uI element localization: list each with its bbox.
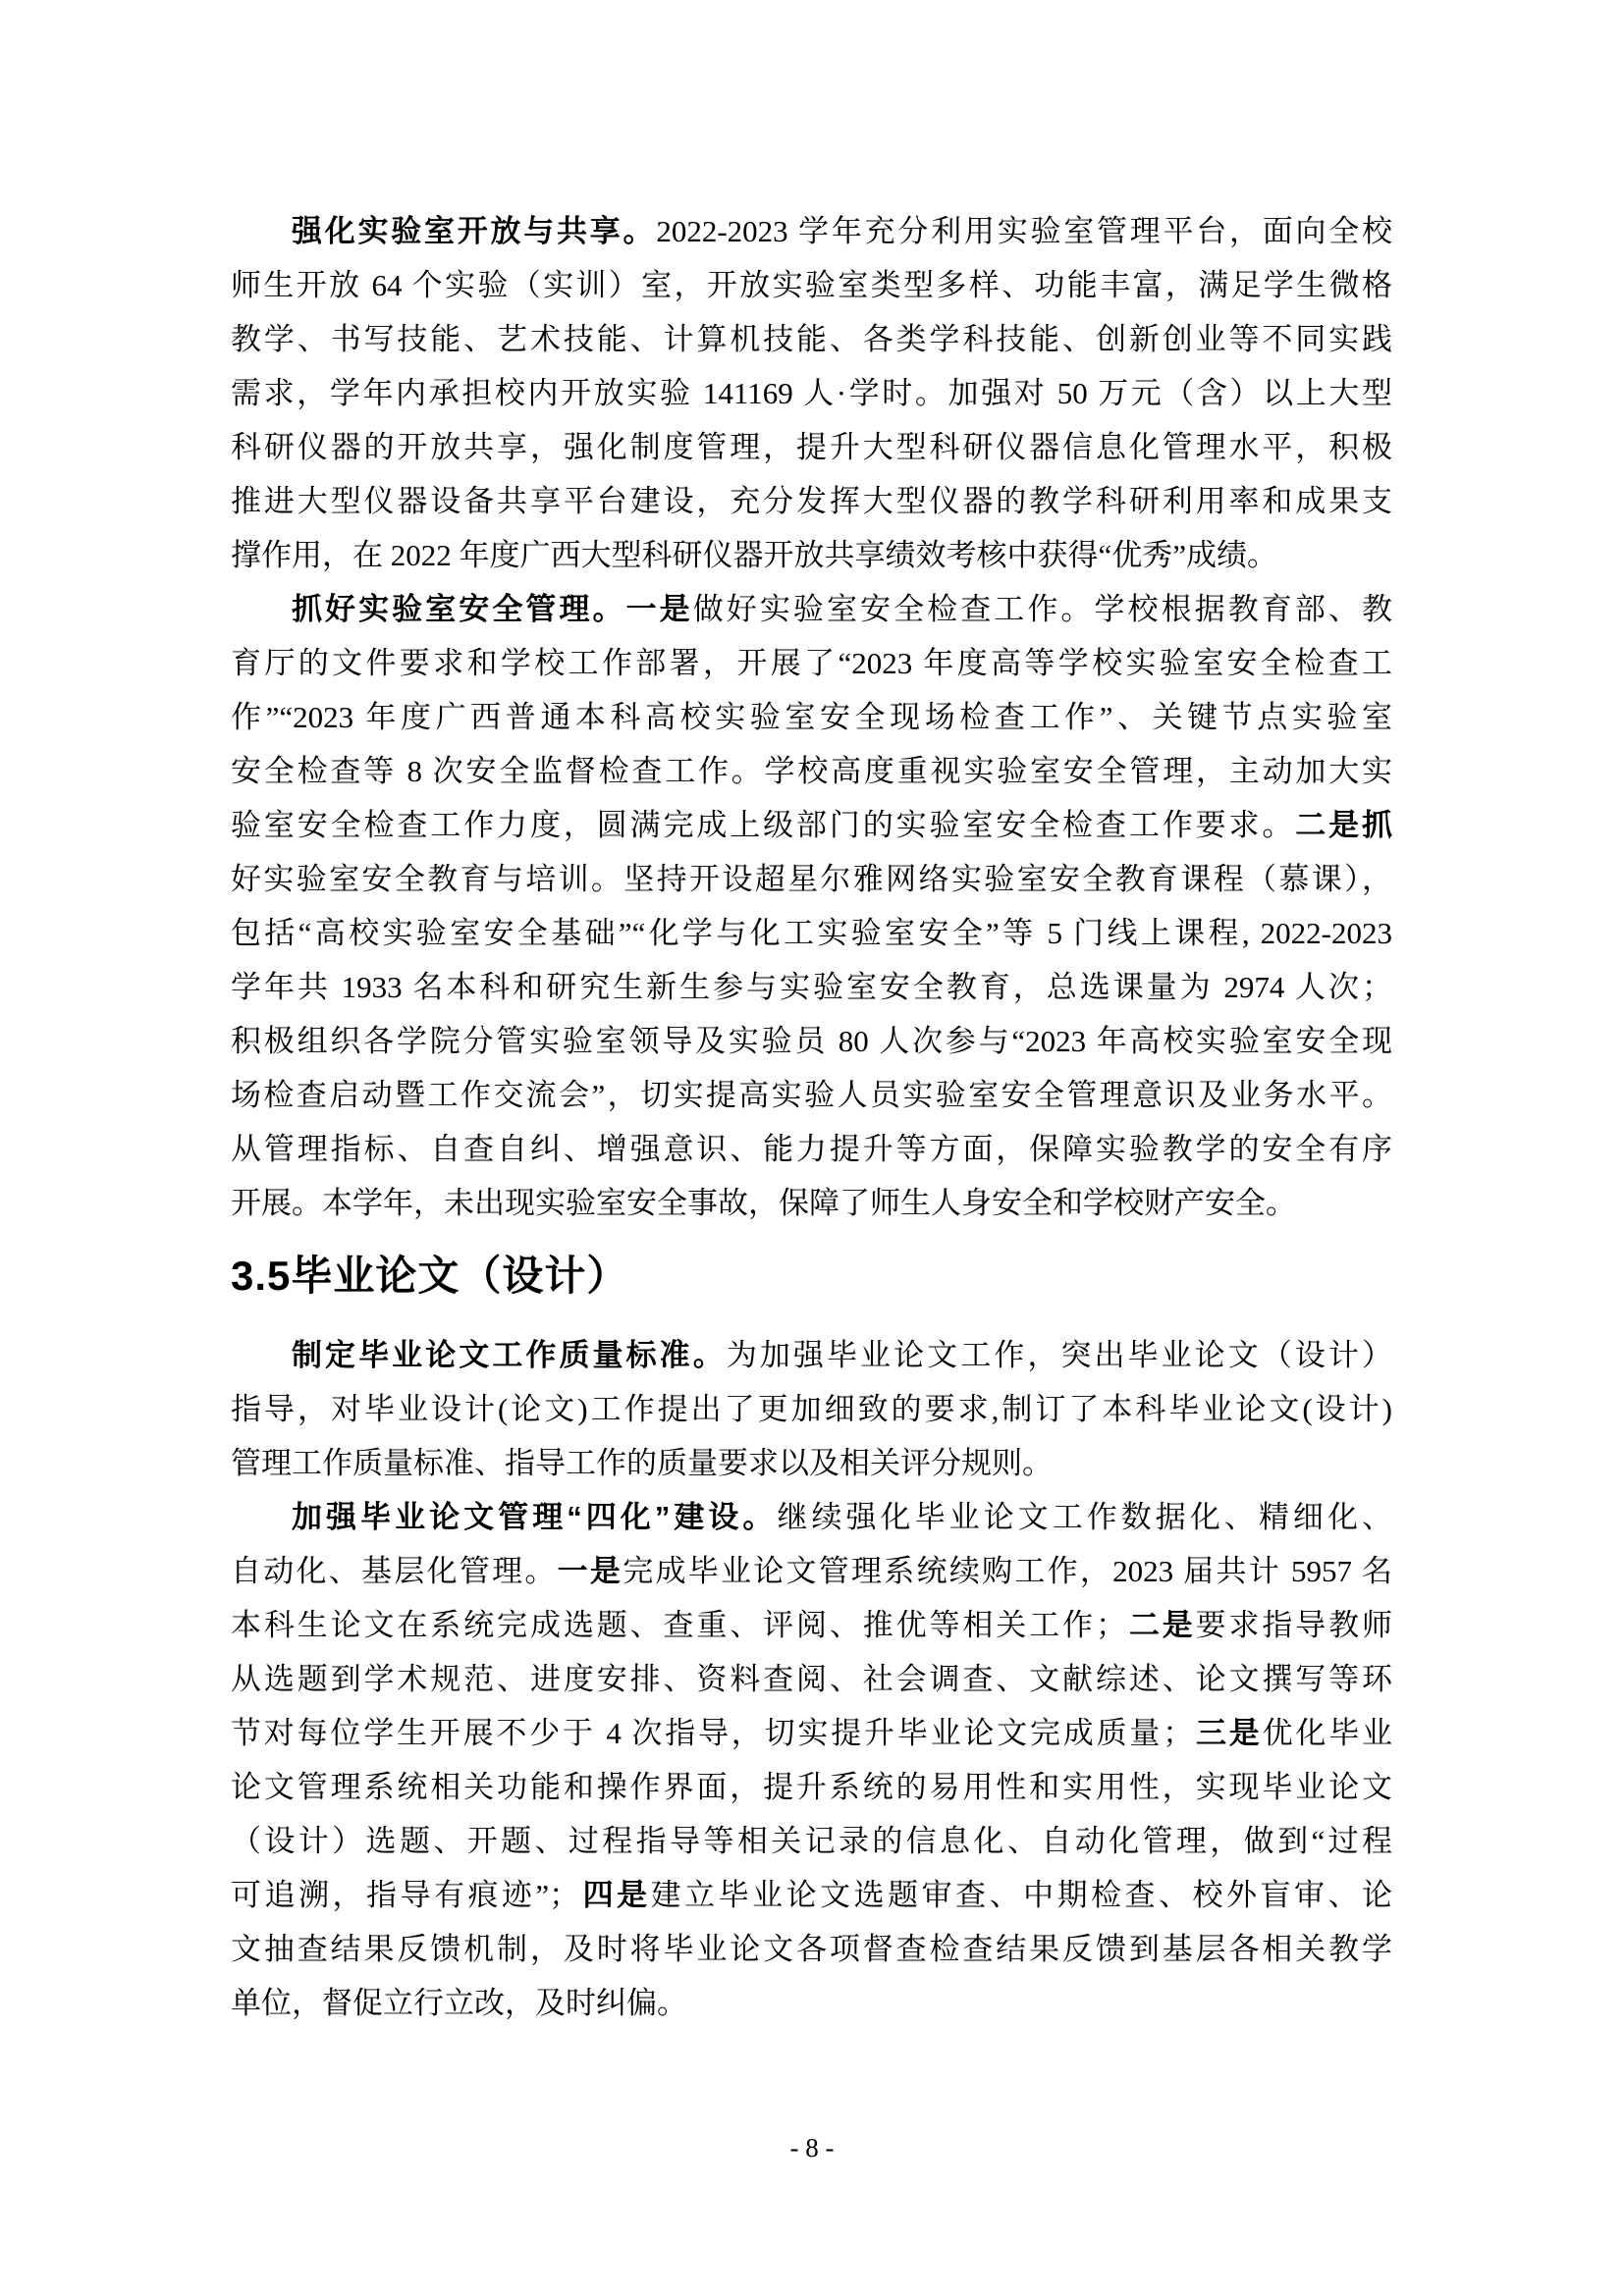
- bold-run: 四是: [579, 1878, 651, 1912]
- text-run: 继续强化毕业论文工作数据化、精细化、: [777, 1500, 1392, 1534]
- text-run: 论文管理系统相关功能和操作界面，提升系统的易用性和实用性，实现毕业论文: [231, 1770, 1392, 1804]
- text-line: [231, 528, 1392, 582]
- text-run: 完成毕业论文管理系统续购工作，2023 届共计 5957 名: [623, 1554, 1393, 1588]
- text-run: 建立毕业论文选题审查、中期检查、校外盲审、论: [650, 1878, 1393, 1912]
- text-line: [231, 1706, 1392, 1760]
- text-line: [231, 1652, 1392, 1706]
- text-line: [231, 744, 1392, 798]
- text-line: [231, 852, 1392, 906]
- text-run: 好实验室安全教育与培训。坚持开设超星尔雅网络实验室安全教育课程（慕课），: [231, 862, 1392, 896]
- text-run: 撑作用，在 2022 年度广西大型科研仪器开放共享绩效考核中获得“优秀”成绩。: [231, 538, 1278, 572]
- page-number: - 8 -: [789, 2133, 835, 2163]
- text-line: [231, 1490, 1392, 1544]
- text-line: [231, 258, 1392, 312]
- text-run: 科研仪器的开放共享，强化制度管理，提升大型科研仪器信息化管理水平，积极: [231, 430, 1392, 464]
- text-run: 为加强毕业论文工作，突出毕业论文（设计）: [726, 1338, 1392, 1372]
- text-run: 指导，对毕业设计(论文)工作提出了更加细致的要求,制订了本科毕业论文(设计): [231, 1392, 1392, 1426]
- text-run: 学年共 1933 名本科和研究生新生参与实验室安全教育，总选课量为 2974 人次；: [231, 970, 1392, 1004]
- text-line: [231, 1436, 1392, 1490]
- text-line: [231, 1328, 1392, 1382]
- bold-run: 二是: [1125, 1608, 1196, 1642]
- bold-run: 强化实验室开放与共享。: [292, 214, 657, 248]
- paragraph: [231, 204, 1392, 582]
- text-line: [231, 636, 1392, 690]
- text-line: [231, 1068, 1392, 1122]
- text-line: [231, 906, 1392, 960]
- bold-run: 制定毕业论文工作质量标准。: [292, 1338, 727, 1372]
- bold-run: 二是抓: [1295, 808, 1392, 842]
- section-heading: 3.5毕业论文（设计）: [231, 1253, 629, 1299]
- text-run: 优化毕业: [1262, 1716, 1393, 1750]
- text-line: [231, 1382, 1392, 1436]
- text-line: [231, 1122, 1392, 1176]
- text-line: [231, 1544, 1392, 1598]
- bold-run: 一是: [557, 1554, 623, 1588]
- text-run: 文抽查结果反馈机制，及时将毕业论文各项督查检查结果反馈到基层各相关教学: [231, 1932, 1392, 1966]
- text-run: 本科生论文在系统完成选题、查重、评阅、推优等相关工作；: [231, 1608, 1126, 1642]
- text-run: 节对每位学生开展不少于 4 次指导，切实提升毕业论文完成质量；: [231, 1716, 1194, 1750]
- text-run: 要求指导教师: [1195, 1608, 1393, 1642]
- text-run: 包括“高校实验室安全基础”“化学与化工实验室安全”等 5 门线上课程, 2022-2023: [231, 916, 1392, 950]
- text-run: 教学、书写技能、艺术技能、计算机技能、各类学科技能、创新创业等不同实践: [231, 322, 1392, 356]
- bold-run: 三是: [1193, 1716, 1263, 1750]
- text-line: [231, 960, 1392, 1014]
- text-run: 作”“2023 年度广西普通本科高校实验室安全现场检查工作”、关键节点实验室: [231, 700, 1392, 734]
- text-run: 场检查启动暨工作交流会”，切实提高实验人员实验室安全管理意识及业务水平。: [231, 1078, 1392, 1112]
- text-run: 做好实验室安全检查工作。学校根据教育部、教: [692, 592, 1392, 626]
- bold-run: 加强毕业论文管理“四化”建设。: [292, 1500, 778, 1534]
- text-run: 需求，学年内承担校内开放实验 141169 人·学时。加强对 50 万元（含）以上大型: [231, 376, 1392, 410]
- text-line: [231, 1976, 1392, 2030]
- paragraph: [231, 1328, 1392, 1490]
- text-run: 自动化、基层化管理。: [231, 1554, 558, 1588]
- text-run: 师生开放 64 个实验（实训）室，开放实验室类型多样、功能丰富，满足学生微格: [231, 268, 1392, 302]
- text-line: [231, 474, 1392, 528]
- text-line: [231, 1922, 1392, 1976]
- text-run: 管理工作质量标准、指导工作的质量要求以及相关评分规则。: [231, 1446, 1053, 1480]
- text-run: 2022-2023 学年充分利用实验室管理平台，面向全校: [656, 214, 1393, 248]
- text-line: [231, 1598, 1392, 1652]
- text-line: [231, 1868, 1392, 1922]
- document-body: [231, 204, 1392, 2030]
- text-run: 从选题到学术规范、进度安排、资料查阅、社会调查、文献综述、论文撰写等环: [231, 1662, 1392, 1696]
- text-line: [231, 798, 1392, 852]
- text-line: [231, 312, 1392, 366]
- text-run: 推进大型仪器设备共享平台建设，充分发挥大型仪器的教学科研利用率和成果支: [231, 484, 1392, 518]
- text-line: [231, 366, 1392, 420]
- text-line: [231, 690, 1392, 744]
- text-run: 可追溯，指导有痕迹”；: [231, 1878, 580, 1912]
- text-line: [231, 1760, 1392, 1814]
- paragraph: [231, 1490, 1392, 2030]
- text-run: 积极组织各学院分管实验室领导及实验员 80 人次参与“2023 年高校实验室安全现: [231, 1024, 1392, 1058]
- bold-run: 抓好实验室安全管理。一是: [292, 592, 693, 626]
- text-line: [231, 1814, 1392, 1868]
- text-run: 安全检查等 8 次安全监督检查工作。学校高度重视实验室安全管理，主动加大实: [231, 754, 1392, 788]
- text-run: 开展。本学年，未出现实验室安全事故，保障了师生人身安全和学校财产安全。: [231, 1186, 1296, 1220]
- text-run: 育厅的文件要求和学校工作部署，开展了“2023 年度高等学校实验室安全检查工: [231, 646, 1392, 680]
- text-run: 从管理指标、自查自纠、增强意识、能力提升等方面，保障实验教学的安全有序: [231, 1132, 1392, 1166]
- paragraph: [231, 582, 1392, 1230]
- text-line: [231, 204, 1392, 258]
- text-run: （设计）选题、开题、过程指导等相关记录的信息化、自动化管理，做到“过程: [231, 1824, 1392, 1858]
- text-line: [231, 420, 1392, 474]
- text-line: [231, 582, 1392, 636]
- text-run: 单位，督促立行立改，及时纠偏。: [231, 1986, 687, 2020]
- text-line: [231, 1176, 1392, 1230]
- text-run: 验室安全检查工作力度，圆满完成上级部门的实验室安全检查工作要求。: [231, 808, 1296, 842]
- text-line: [231, 1014, 1392, 1068]
